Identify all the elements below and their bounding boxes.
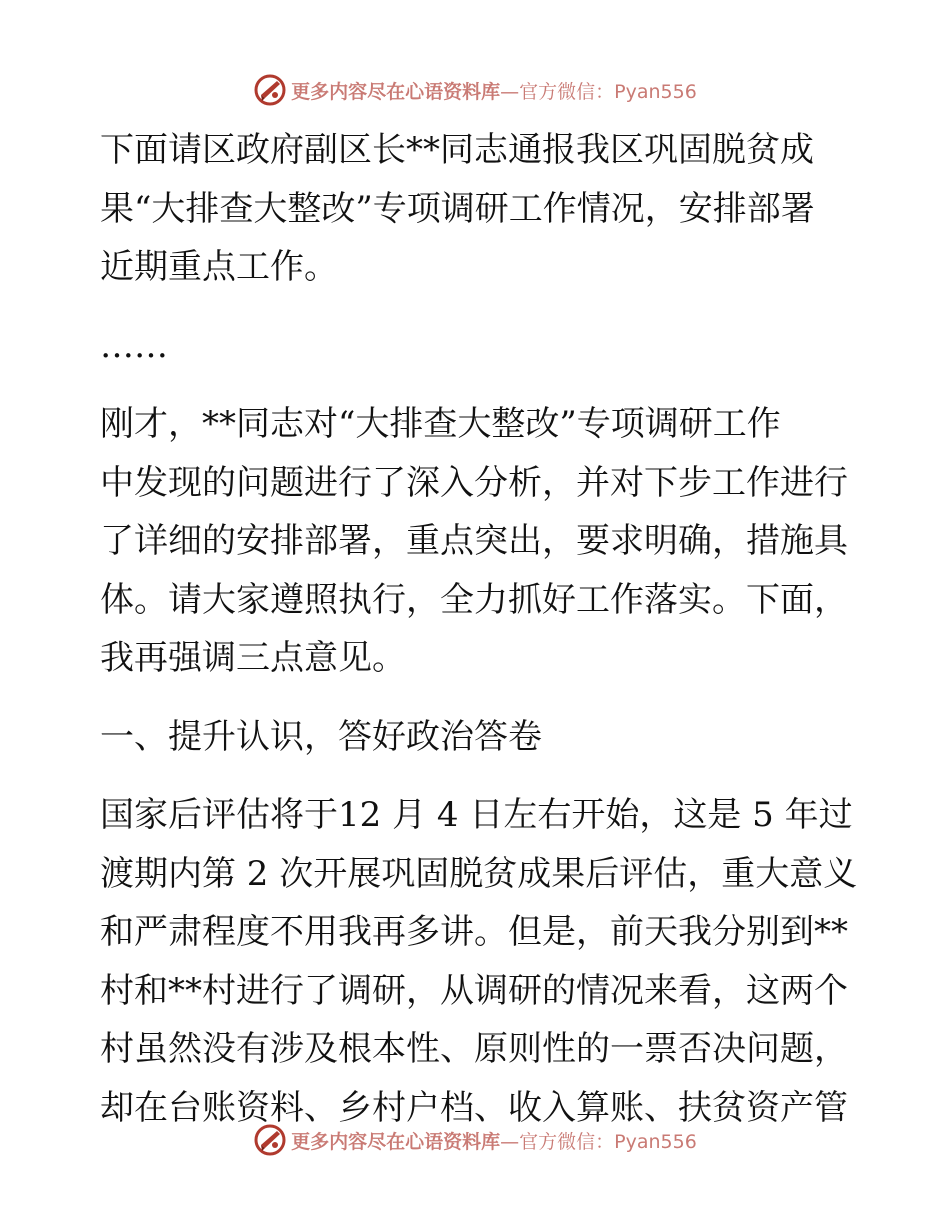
text-line: …… <box>100 325 168 366</box>
text-line: 我再强调三点意见。 <box>100 638 406 678</box>
paragraph-summary <box>100 395 860 688</box>
paragraph-assessment <box>100 786 860 1137</box>
text-line: 果“大排查大整改”专项调研工作情况，安排部署 <box>100 188 815 229</box>
brand-logo-icon <box>253 73 287 107</box>
text-line: 下面请区政府副区长**同志通报我区巩固脱贫成 <box>100 130 814 170</box>
watermark-suffix: —官方微信：Pyan556 <box>500 1130 697 1153</box>
section-heading <box>100 708 860 767</box>
brand-logo-icon <box>253 1123 287 1157</box>
text-line: 中发现的问题进行了深入分析，并对下步工作进行 <box>100 462 848 503</box>
text-line: 和严肃程度不用我再多讲。但是，前天我分别到** <box>100 912 848 952</box>
text-line: 渡期内第 2 次开展巩固脱贫成果后评估，重大意义 <box>100 853 858 894</box>
watermark-footer <box>0 1120 950 1160</box>
watermark-header <box>0 70 950 110</box>
paragraph-intro <box>100 121 860 297</box>
watermark-text: 更多内容尽在心语资料库 <box>291 80 501 103</box>
heading-line: 一、提升认识，答好政治答卷 <box>100 716 542 757</box>
text-line: 体。请大家遵照执行，全力抓好工作落实。下面， <box>100 579 848 620</box>
text-line: 了详细的安排部署，重点突出，要求明确，措施具 <box>100 521 848 561</box>
watermark-text: 更多内容尽在心语资料库 <box>291 1130 501 1153</box>
text-line: 近期重点工作。 <box>100 247 338 287</box>
document-body <box>100 121 860 1137</box>
text-line: 村和**村进行了调研，从调研的情况来看，这两个 <box>100 970 848 1011</box>
text-line: 村虽然没有涉及根本性、原则性的一票否决问题， <box>100 1029 848 1069</box>
text-line: 国家后评估将于12 月 4 日左右开始，这是 5 年过 <box>100 795 853 835</box>
watermark-suffix: —官方微信：Pyan556 <box>500 80 697 103</box>
text-line: 刚才，**同志对“大排查大整改”专项调研工作 <box>100 404 781 444</box>
paragraph-ellipsis <box>100 317 860 376</box>
text-line: 却在台账资料、乡村户档、收入算账、扶贫资产管 <box>100 1087 848 1128</box>
